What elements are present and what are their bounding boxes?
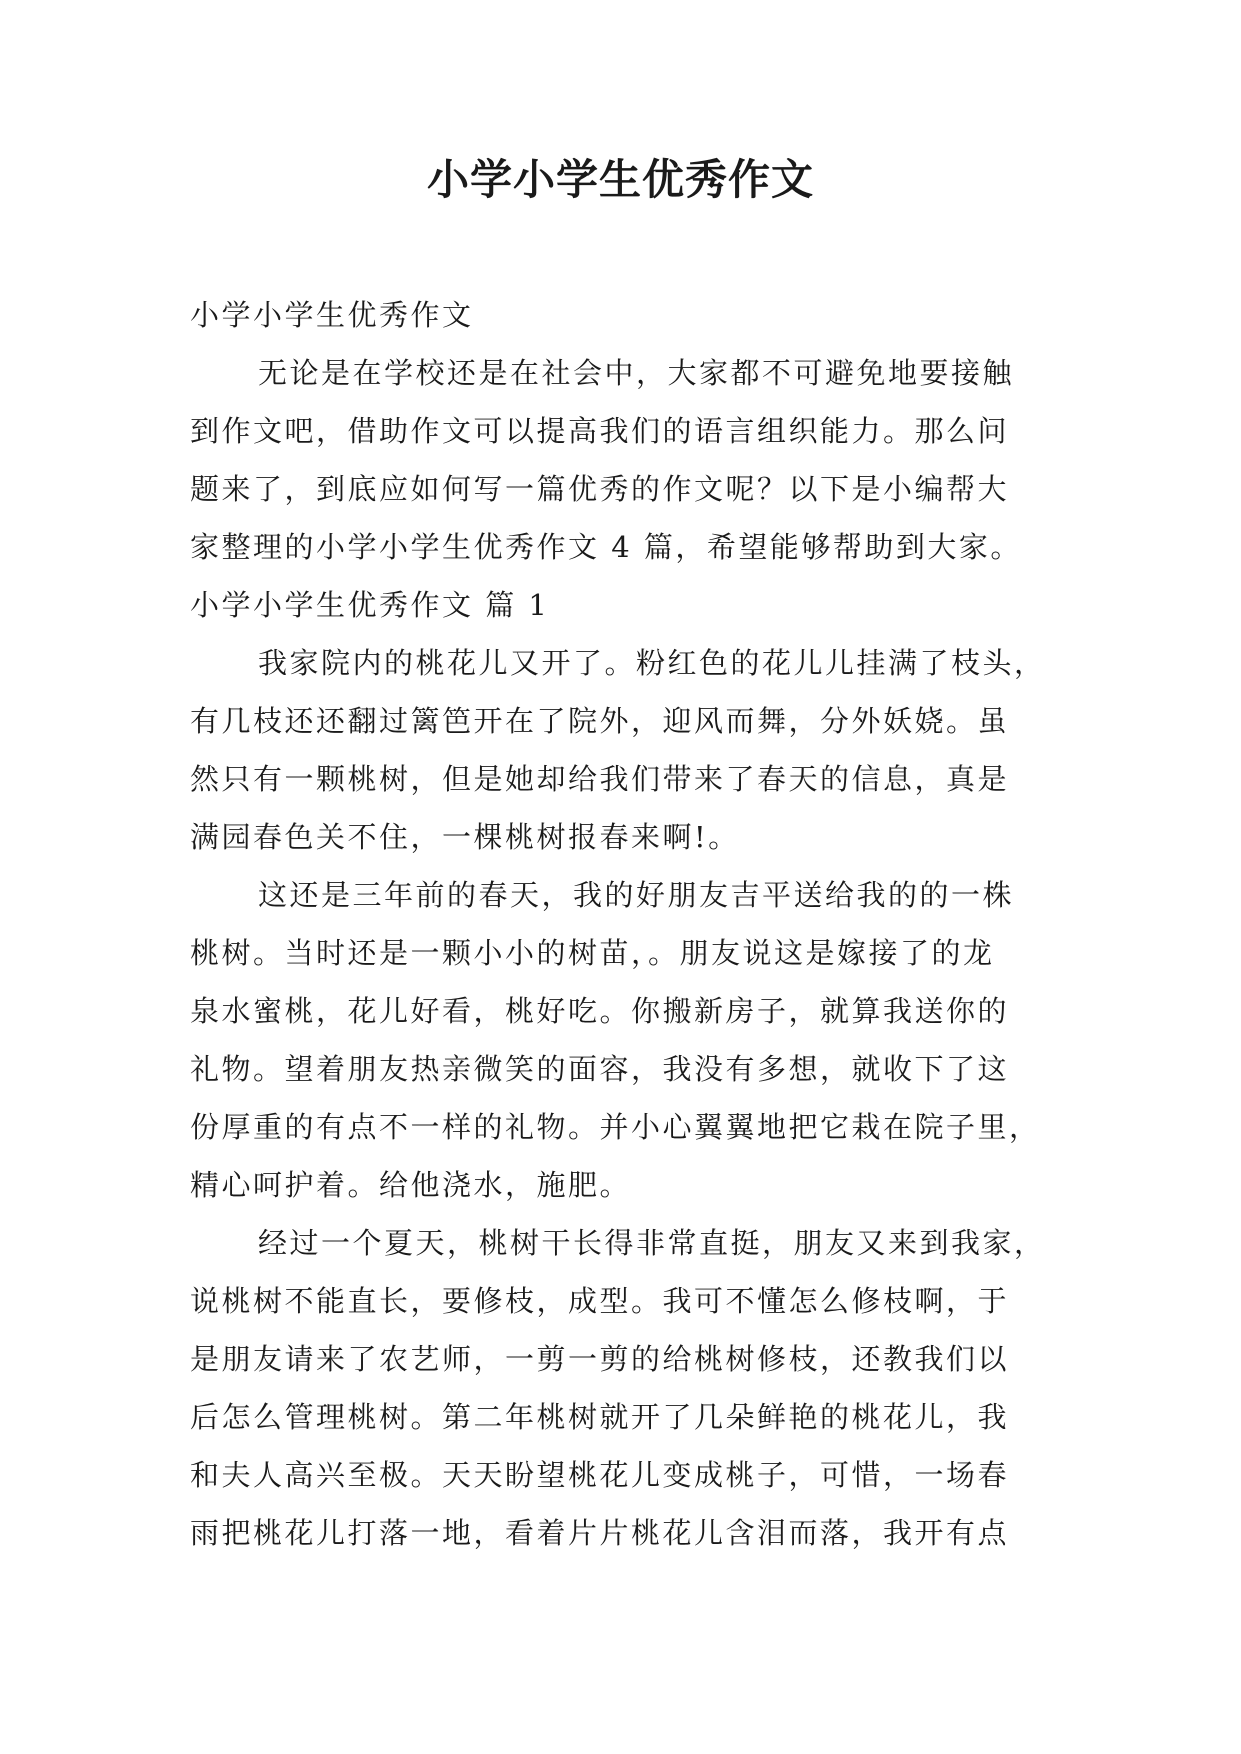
paragraph-line: 是朋友请来了农艺师，一剪一剪的给桃树修枝，还教我们以 [190,1342,1010,1376]
paragraph-line: 无论是在学校还是在社会中，大家都不可避免地要接触 [258,356,1015,390]
paragraph-line: 然只有一颗桃树，但是她却给我们带来了春天的信息，真是 [190,762,1010,796]
paragraph-line: 到作文吧，借助作文可以提高我们的语言组织能力。那么问 [190,414,1010,448]
paragraph-line: 和夫人高兴至极。天天盼望桃花儿变成桃子，可惜，一场春 [190,1458,1010,1492]
document-body [190,286,1070,1562]
paragraph-line: 精心呵护着。给他浇水，施肥。 [190,1168,632,1202]
document-title: 小学小学生优秀作文 [426,155,814,204]
paragraph-line: 经过一个夏天，桃树干长得非常直挺，朋友又来到我家， [258,1226,1046,1260]
paragraph-line: 满园春色关不住，一棵桃树报春来啊!。 [190,820,740,854]
paragraph-line: 题来了，到底应如何写一篇优秀的作文呢？以下是小编帮大 [190,472,1010,506]
paragraph-line: 家整理的小学小学生优秀作文 4 篇，希望能够帮助到大家。 [190,530,1022,564]
paragraph-line: 雨把桃花儿打落一地，看着片片桃花儿含泪而落，我开有点 [190,1516,1010,1550]
paragraph-line: 后怎么管理桃树。第二年桃树就开了几朵鲜艳的桃花儿，我 [190,1400,1010,1434]
paragraph-line: 我家院内的桃花儿又开了。粉红色的花儿儿挂满了枝头， [258,646,1046,680]
paragraph-line: 有几枝还还翻过篱笆开在了院外，迎风而舞，分外妖娆。虽 [190,704,1010,738]
paragraph-line: 这还是三年前的春天，我的好朋友吉平送给我的的一株 [258,878,1015,912]
article-heading: 小学小学生优秀作文 [190,298,474,332]
section-heading: 小学小学生优秀作文 篇 1 [190,588,550,622]
paragraph-line: 说桃树不能直长，要修枝，成型。我可不懂怎么修枝啊，于 [190,1284,1010,1318]
paragraph-line: 礼物。望着朋友热亲微笑的面容，我没有多想，就收下了这 [190,1052,1010,1086]
paragraph-line: 桃树。当时还是一颗小小的树苗，。朋友说这是嫁接了的龙 [190,936,995,970]
paragraph-line: 泉水蜜桃，花儿好看，桃好吃。你搬新房子，就算我送你的 [190,994,1010,1028]
paragraph-line: 份厚重的有点不一样的礼物。并小心翼翼地把它栽在院子里， [190,1110,1041,1144]
